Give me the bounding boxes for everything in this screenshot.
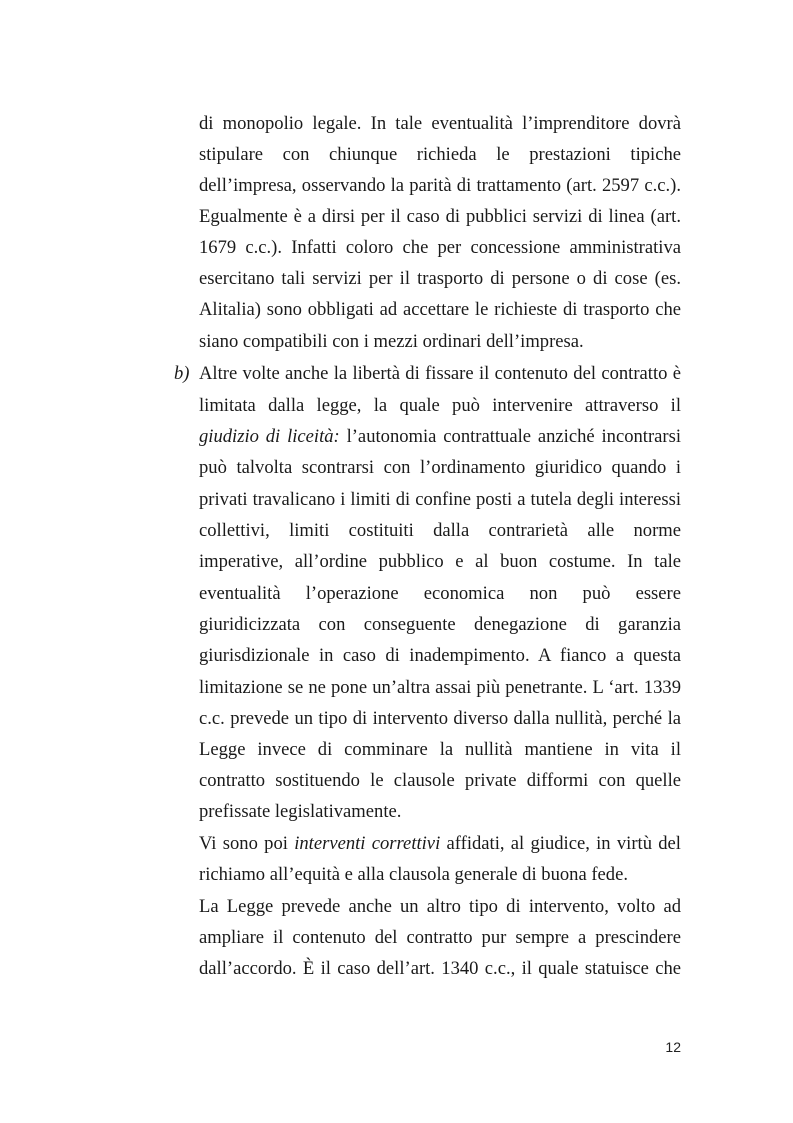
text-line xyxy=(199,201,681,232)
text-line xyxy=(199,263,681,294)
text-segment: giurisdizionale in caso di inadempimento. A fianco a questa xyxy=(199,645,681,666)
text-segment: stipulare con chiunque richieda le prestazioni tipiche xyxy=(199,144,681,165)
text-line xyxy=(199,859,681,890)
text-line xyxy=(199,765,681,796)
text-line xyxy=(199,796,681,827)
text-line xyxy=(199,922,681,953)
text-segment: ampliare il contenuto del contratto pur sempre a prescindere xyxy=(199,927,681,948)
text-segment: Legge invece di comminare la nullità mantiene in vita il xyxy=(199,739,681,760)
text-segment: esercitano tali servizi per il trasporto di persone o di cose (es. xyxy=(199,268,681,289)
text-segment: limitazione se ne pone un’altra assai più penetrante. L ‘art. 1339 xyxy=(199,677,681,698)
text-line xyxy=(199,891,681,922)
text-segment: prefissate legislativamente. xyxy=(199,801,402,822)
text-line xyxy=(199,609,681,640)
text-line xyxy=(199,578,681,609)
text-segment: richiamo all’equità e alla clausola generale di buona fede. xyxy=(199,864,628,885)
italic-term: giudizio di liceità: xyxy=(199,426,340,447)
text-segment: siano compatibili con i mezzi ordinari dell’impresa. xyxy=(199,331,584,352)
text-line xyxy=(199,232,681,263)
text-line xyxy=(199,734,681,765)
page-number: 12 xyxy=(665,1039,681,1055)
text-line xyxy=(199,515,681,546)
text-line xyxy=(199,953,681,984)
text-line xyxy=(199,139,681,170)
text-segment: dall’accordo. È il caso dell’art. 1340 c.c., il quale statuisce che xyxy=(199,958,681,979)
text-line xyxy=(199,672,681,703)
text-segment: Egualmente è a dirsi per il caso di pubblici servizi di linea (art. xyxy=(199,206,681,227)
text-line xyxy=(199,108,681,139)
text-segment: Vi sono poi xyxy=(199,833,288,854)
text-line xyxy=(199,484,681,515)
text-line xyxy=(199,294,681,325)
text-line xyxy=(199,703,681,734)
text-segment: Altre volte anche la libertà di fissare il contenuto del contratto è xyxy=(199,363,681,384)
text-line xyxy=(199,546,681,577)
text-segment: collettivi, limiti costituiti dalla contrarietà alle norme xyxy=(199,520,681,541)
italic-term: interventi correttivi xyxy=(294,833,441,854)
text-segment: affidati, al giudice, in virtù del xyxy=(446,833,681,854)
text-segment: dell’impresa, osservando la parità di trattamento (art. 2597 c.c.). xyxy=(199,175,681,196)
text-line xyxy=(199,828,681,859)
text-segment: eventualità l’operazione economica non può essere xyxy=(199,583,681,604)
text-segment: 1679 c.c.). Infatti coloro che per concessione amministrativa xyxy=(199,237,681,258)
text-segment: contratto sostituendo le clausole private difformi con quelle xyxy=(199,770,681,791)
text-line xyxy=(199,326,681,357)
text-line xyxy=(199,452,681,483)
text-segment: giuridicizzata con conseguente denegazione di garanzia xyxy=(199,614,681,635)
text-segment: privati travalicano i limiti di confine posti a tutela degli interessi xyxy=(199,489,681,510)
text-line xyxy=(199,390,681,421)
text-segment: c.c. prevede un tipo di intervento diverso dalla nullità, perché la xyxy=(199,708,681,729)
text-line xyxy=(199,358,681,389)
text-segment: La Legge prevede anche un altro tipo di intervento, volto ad xyxy=(199,896,681,917)
text-segment: imperative, all’ordine pubblico e al buon costume. In tale xyxy=(199,551,681,572)
text-segment: l’autonomia contrattuale anziché incontrarsi xyxy=(346,426,681,447)
text-segment: può talvolta scontrarsi con l’ordinamento giuridico quando i xyxy=(199,457,681,478)
text-segment: limitata dalla legge, la quale può intervenire attraverso il xyxy=(199,395,681,416)
list-marker-b: b) xyxy=(174,363,190,384)
text-segment: Alitalia) sono obbligati ad accettare le richieste di trasporto che xyxy=(199,299,681,320)
text-segment: di monopolio legale. In tale eventualità l’imprenditore dovrà xyxy=(199,113,681,134)
text-line xyxy=(199,170,681,201)
text-line xyxy=(199,640,681,671)
text-line xyxy=(199,421,681,452)
